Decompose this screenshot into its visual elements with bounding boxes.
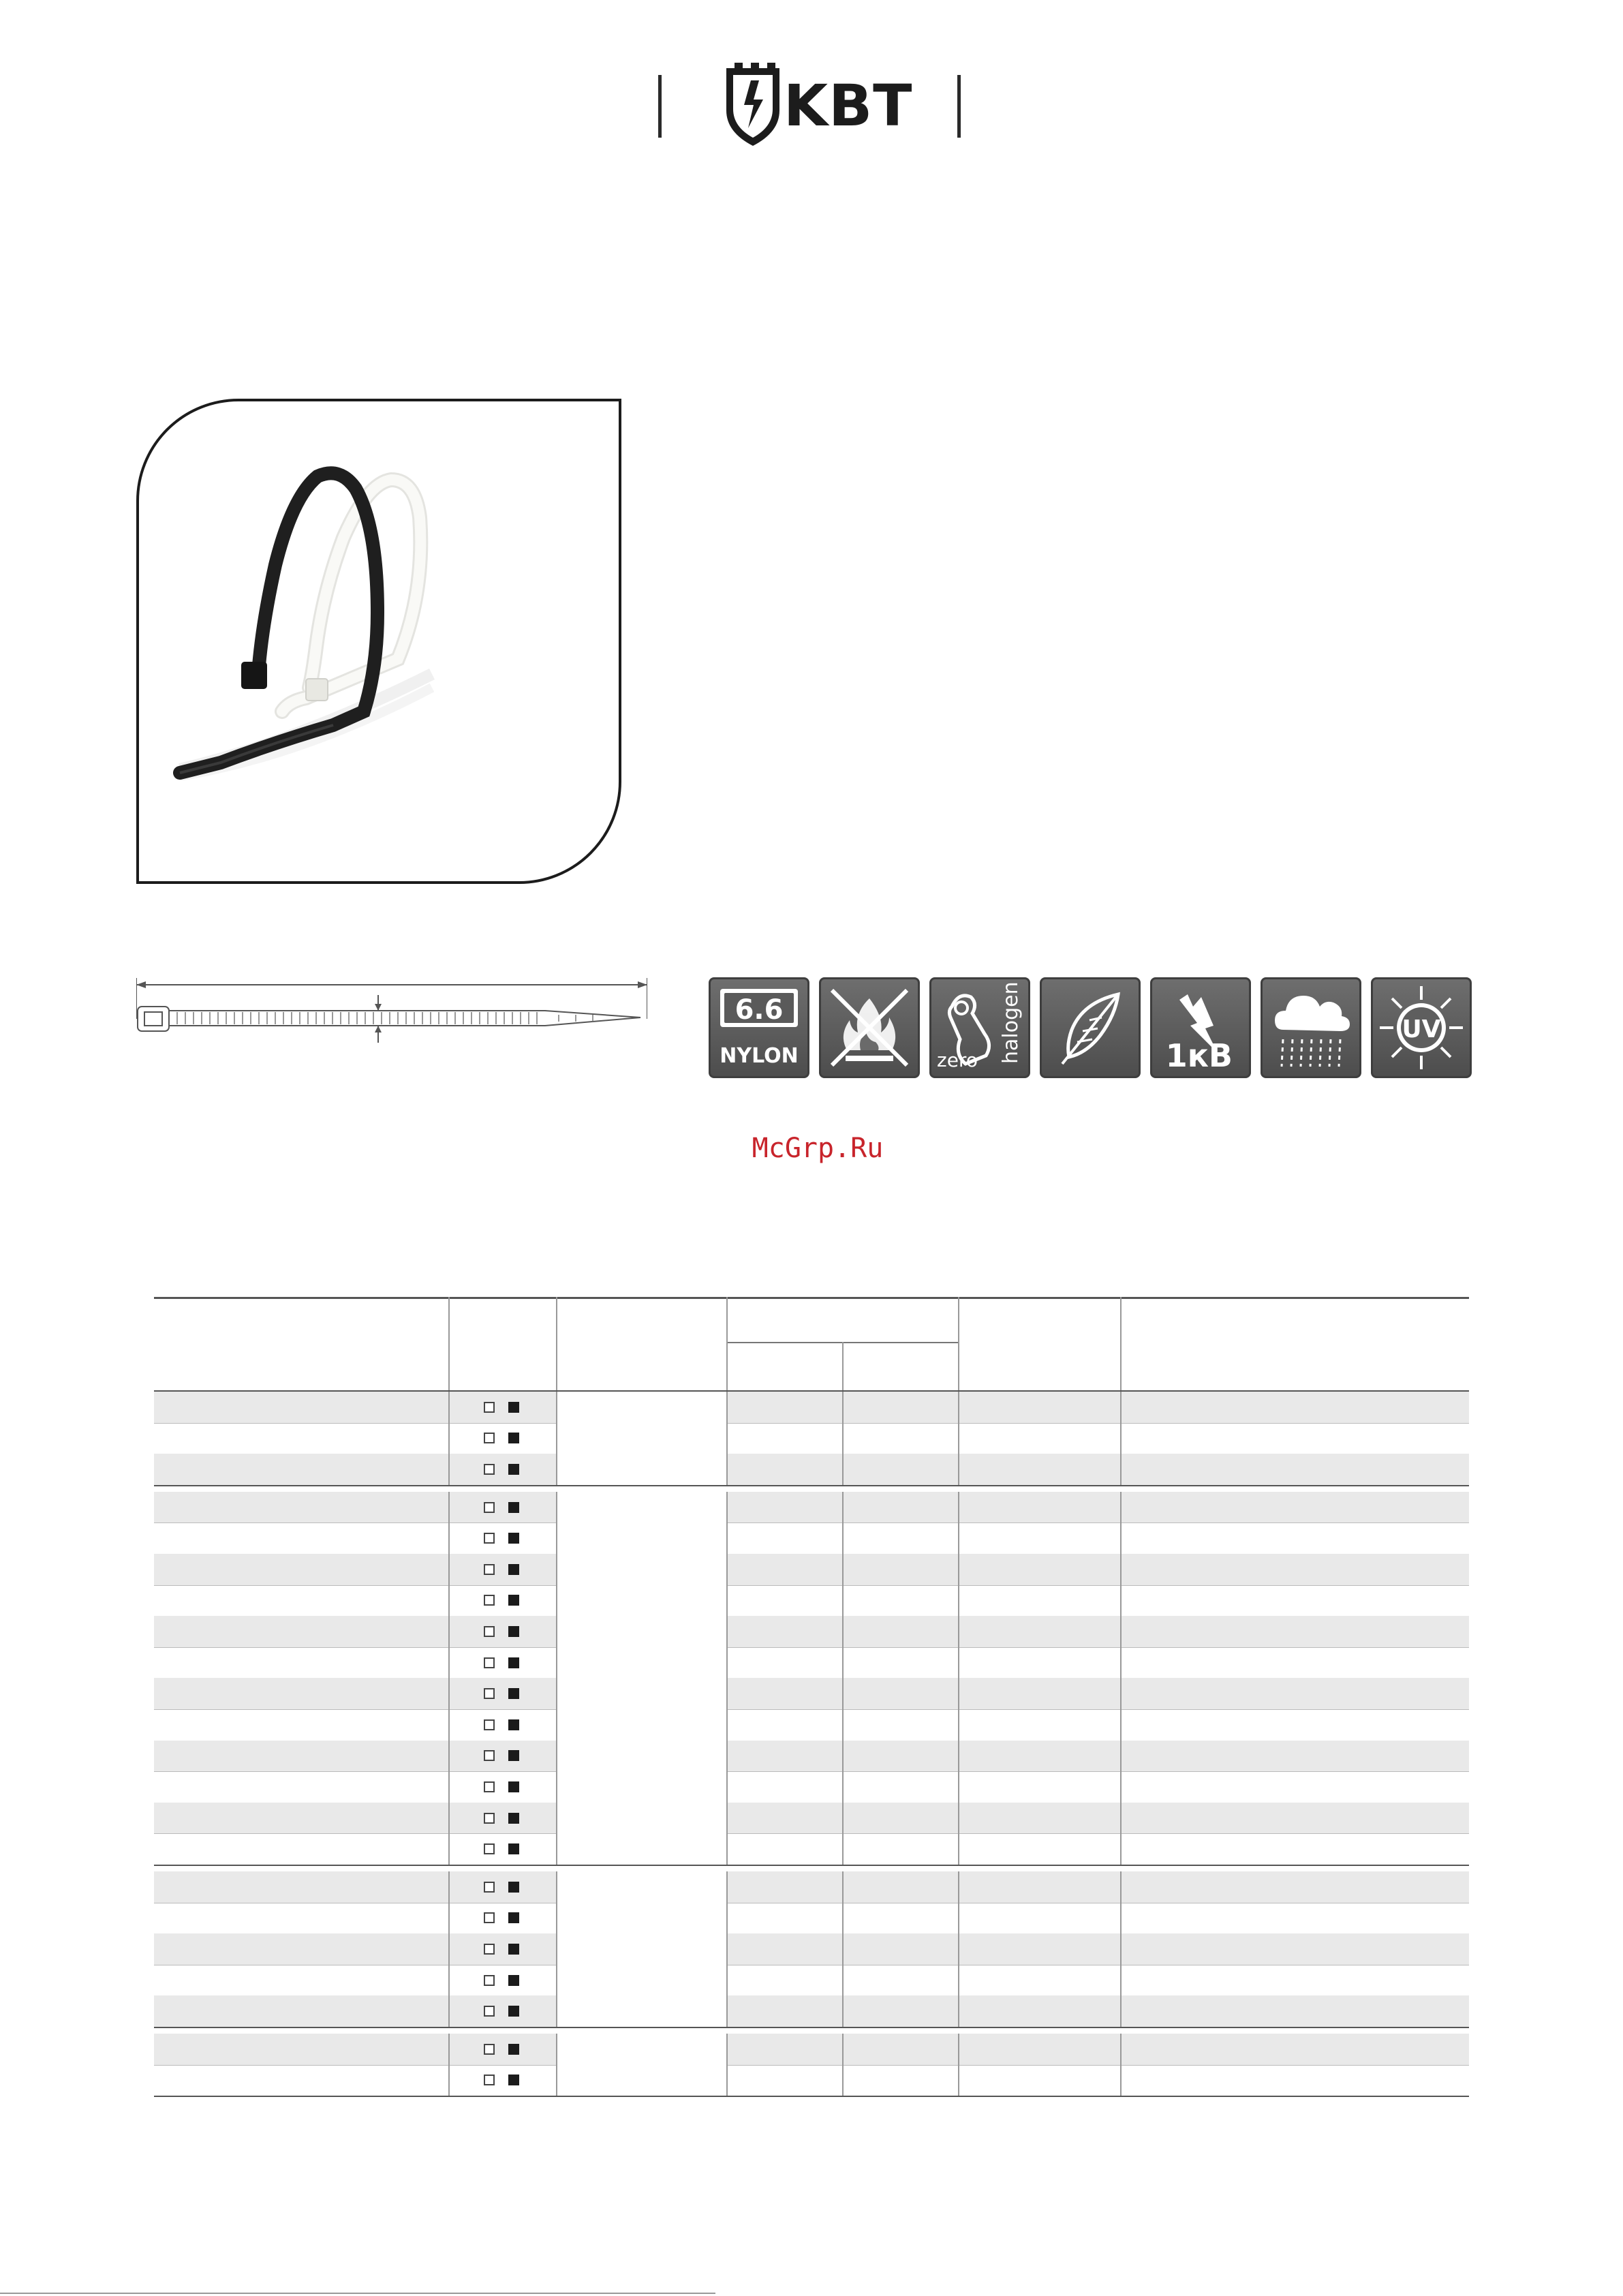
group-merged-cell (557, 1392, 726, 1485)
table-row (154, 1616, 1469, 1647)
body-col-divider (958, 1392, 959, 1485)
color-swatch-black (508, 1688, 519, 1699)
table-row (154, 1803, 1469, 1834)
nylon-label-text: NYLON (720, 1044, 799, 1068)
brand-logo-text: KBT (784, 72, 913, 139)
body-col-divider (556, 1492, 557, 1865)
color-swatch-white (484, 1813, 495, 1824)
group-merged-cell (557, 1492, 726, 1865)
table-row (154, 1771, 1469, 1803)
color-swatch-white (484, 1657, 495, 1668)
table-row (154, 1995, 1469, 2027)
rain-resistant-icon (1261, 977, 1361, 1078)
color-swatch-black (508, 2006, 519, 2017)
body-col-divider (1120, 1392, 1122, 1485)
color-swatch-white (484, 1975, 495, 1986)
body-col-divider (842, 2034, 844, 2096)
color-swatch-black (508, 1502, 519, 1513)
header-subcol-divider (842, 1342, 844, 1390)
group-merged-cell (557, 1871, 726, 2027)
body-col-divider (842, 1392, 844, 1485)
table-row (154, 1678, 1469, 1709)
body-col-divider (726, 1492, 728, 1865)
table-row (154, 1492, 1469, 1523)
nylon-grade-text: 6.6 (735, 994, 784, 1026)
color-swatch-black (508, 1750, 519, 1761)
color-swatch-white (484, 1882, 495, 1893)
color-swatch-black (508, 1402, 519, 1413)
uv-resistant-icon (1371, 977, 1472, 1078)
table-row (154, 1903, 1469, 1934)
color-swatch-black (508, 1719, 519, 1730)
color-swatch-white (484, 2044, 495, 2055)
uv-text: UV (1402, 1015, 1441, 1043)
color-swatch-black (508, 1533, 519, 1544)
color-swatch-white (484, 1719, 495, 1730)
group-separator-rule (154, 1865, 1469, 1866)
body-col-divider (1120, 1871, 1122, 2027)
table-bottom-rule (154, 2096, 1469, 2097)
body-col-divider (958, 1871, 959, 2027)
color-swatch-white (484, 1912, 495, 1923)
color-swatch-black (508, 1626, 519, 1637)
nylon-66-icon (709, 977, 809, 1078)
table-row (154, 1965, 1469, 1996)
color-swatch-black (508, 1944, 519, 1955)
header-col-divider (726, 1297, 728, 1390)
body-col-divider (556, 1871, 557, 2027)
table-row (154, 1423, 1469, 1454)
body-col-divider (1120, 2034, 1122, 2096)
group-merged-cell (557, 2034, 726, 2096)
body-col-divider (726, 1392, 728, 1485)
voltage-1kv-icon (1150, 977, 1251, 1078)
color-swatch-black (508, 1564, 519, 1575)
table-row (154, 1741, 1469, 1772)
group-separator-rule (154, 1485, 1469, 1486)
footer-divider (0, 2293, 715, 2294)
table-row (154, 2065, 1469, 2096)
brand-shield-icon (724, 61, 782, 149)
zero-text: zero (937, 1049, 978, 1071)
color-swatch-white (484, 1595, 495, 1606)
lightweight-feather-icon (1040, 977, 1141, 1078)
feature-icons (709, 977, 1472, 1080)
zero-halogen-icon (929, 977, 1030, 1078)
color-swatch-white (484, 1433, 495, 1443)
color-swatch-white (484, 1464, 495, 1475)
cable-ties-image (139, 401, 621, 884)
non-flammable-icon (819, 977, 920, 1078)
color-swatch-black (508, 1657, 519, 1668)
header-divider-right (957, 75, 961, 138)
spec-table (154, 1297, 1469, 2098)
color-swatch-white (484, 1781, 495, 1792)
body-col-divider (958, 1492, 959, 1865)
color-swatch-black (508, 1781, 519, 1792)
table-row (154, 1392, 1469, 1423)
color-swatch-white (484, 1750, 495, 1761)
dimension-drawing (136, 971, 647, 1060)
table-row (154, 1554, 1469, 1585)
table-row (154, 1585, 1469, 1617)
halogen-text: halogen (999, 981, 1023, 1064)
color-swatch-black (508, 1464, 519, 1475)
body-col-divider (448, 2034, 450, 2096)
color-swatch-white (484, 2075, 495, 2085)
header-divider-left (658, 75, 662, 138)
table-row (154, 1454, 1469, 1485)
table-top-rule (154, 1297, 1469, 1299)
color-swatch-black (508, 1595, 519, 1606)
header-col-divider (448, 1297, 450, 1390)
table-row (154, 2034, 1469, 2065)
color-swatch-black (508, 1843, 519, 1854)
voltage-text: 1кВ (1165, 1037, 1233, 1074)
color-swatch-white (484, 2006, 495, 2017)
header-col-divider (958, 1297, 959, 1390)
body-col-divider (842, 1871, 844, 2027)
body-col-divider (556, 1392, 557, 1485)
body-col-divider (842, 1492, 844, 1865)
color-swatch-white (484, 1564, 495, 1575)
body-col-divider (726, 1871, 728, 2027)
header-col-divider (1120, 1297, 1122, 1390)
table-row (154, 1833, 1469, 1865)
color-swatch-white (484, 1626, 495, 1637)
body-col-divider (448, 1392, 450, 1485)
color-swatch-white (484, 1688, 495, 1699)
color-swatch-white (484, 1402, 495, 1413)
body-col-divider (448, 1492, 450, 1865)
table-row (154, 1871, 1469, 1903)
color-swatch-black (508, 1975, 519, 1986)
table-row (154, 1709, 1469, 1741)
table-row (154, 1933, 1469, 1965)
color-swatch-white (484, 1944, 495, 1955)
body-col-divider (1120, 1492, 1122, 1865)
body-col-divider (726, 2034, 728, 2096)
body-col-divider (958, 2034, 959, 2096)
color-swatch-white (484, 1533, 495, 1544)
group-separator-rule (154, 2027, 1469, 2028)
color-swatch-black (508, 1813, 519, 1824)
color-swatch-black (508, 1882, 519, 1893)
product-photo (136, 399, 621, 884)
color-swatch-white (484, 1502, 495, 1513)
watermark-text: McGrp.Ru (752, 1133, 884, 1164)
color-swatch-black (508, 1433, 519, 1443)
color-swatch-white (484, 1843, 495, 1854)
header-col-divider (556, 1297, 557, 1390)
color-swatch-black (508, 2075, 519, 2085)
body-col-divider (556, 2034, 557, 2096)
table-row (154, 1522, 1469, 1554)
color-swatch-black (508, 1912, 519, 1923)
table-row (154, 1647, 1469, 1679)
color-swatch-black (508, 2044, 519, 2055)
body-col-divider (448, 1871, 450, 2027)
